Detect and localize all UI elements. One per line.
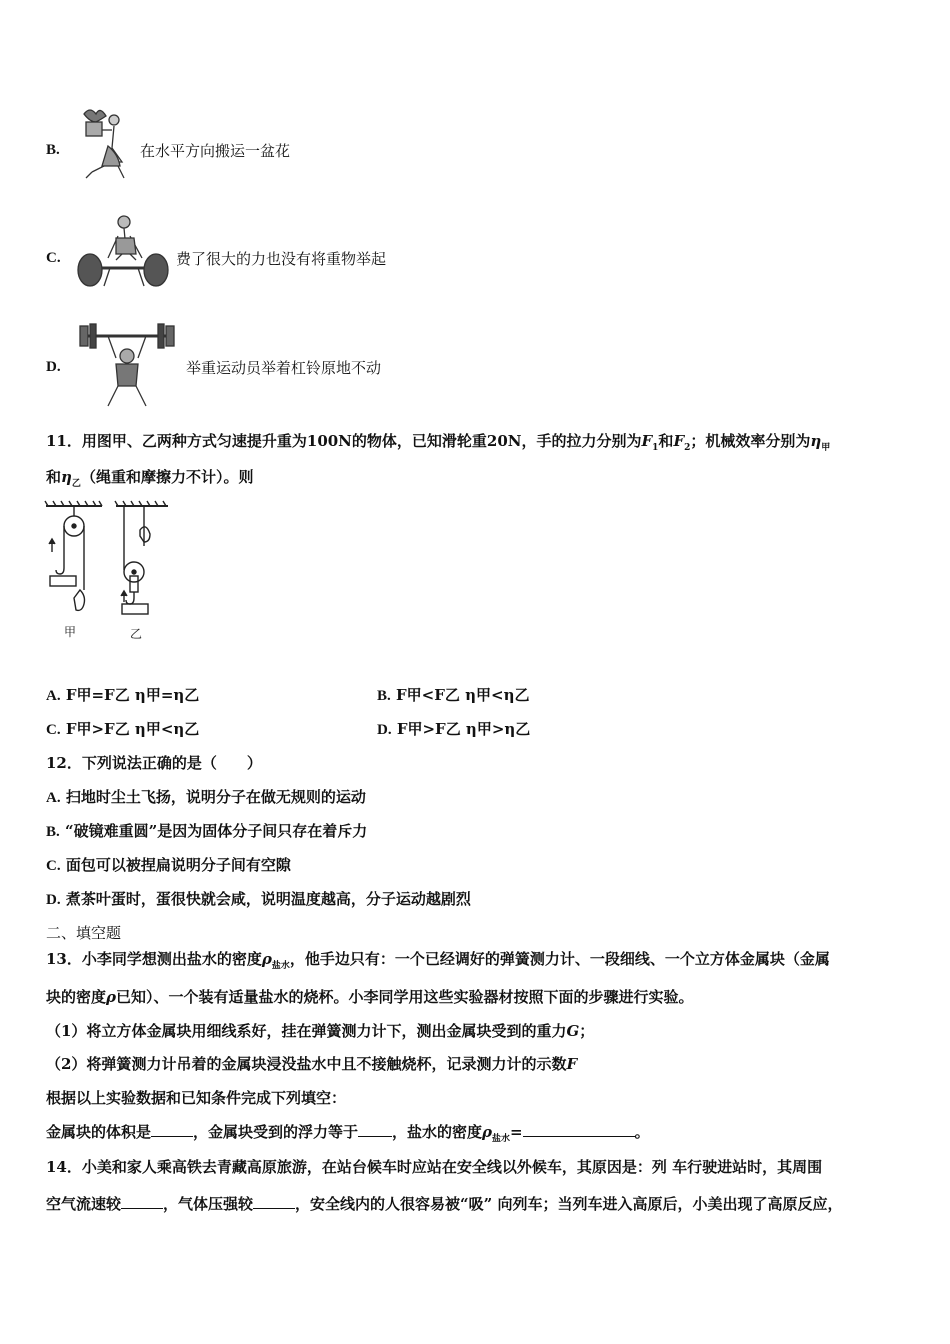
f-symbol: F (566, 1055, 578, 1073)
q13-text: （2）将弹簧测力计吊着的金属块浸没盐水中且不接触烧杯，记录测力计的示数 (46, 1055, 567, 1073)
q12-option-d (46, 888, 471, 909)
f2-symbol: F (673, 432, 685, 450)
q11-option-c (46, 718, 199, 739)
q11-line2-start: 和 (46, 468, 62, 486)
option-text: “破镜难重圆”是因为固体分子间只存在着斥力 (65, 822, 368, 840)
q13-text: 13．小李同学想测出盐水的密度 (46, 950, 262, 968)
option-b (46, 140, 60, 159)
carrying-flowerpot-illustration (74, 106, 134, 188)
figure-label-jia: 甲 (64, 625, 77, 639)
pulley-diagram (44, 500, 174, 650)
answer-blank-buoyancy[interactable] (358, 1122, 392, 1137)
option-letter: B. (46, 142, 60, 158)
figure-label-yi: 乙 (130, 627, 143, 641)
rho-symbol: ρ (106, 988, 116, 1006)
option-text: F甲<F乙 η甲<η乙 (396, 686, 530, 704)
q11-stem: 11．用图甲、乙两种方式匀速提升重为100N的物体，已知滑轮重20N，手的拉力分别为 (46, 432, 642, 450)
q14-text: 空气流速较 (46, 1195, 122, 1213)
weightlifter-holding-barbell-illustration (72, 320, 182, 412)
option-c (46, 248, 61, 267)
salt-water-subscript: 盐水 (492, 1134, 511, 1144)
q14-text: ，安全线内的人很容易被“吸” 向列车；当列车进入高原后，小美出现了高原反应， (295, 1195, 843, 1213)
g-symbol: G (566, 1022, 580, 1040)
option-letter: D. (46, 892, 61, 908)
question-13-line-2 (46, 986, 694, 1007)
q11-option-d (377, 718, 530, 739)
eta-symbol: η (810, 432, 822, 450)
option-text: F甲>F乙 η甲>η乙 (396, 720, 531, 738)
q13-text: 已知）、一个装有适量盐水的烧杯。小李同学用这些实验器材按照下面的步骤进行实验。 (116, 988, 694, 1006)
answer-blank-density[interactable] (523, 1122, 635, 1137)
q12-option-b (46, 820, 367, 841)
option-c-text: 费了很大的力也没有将重物举起 (176, 250, 387, 268)
answer-blank-pressure[interactable] (253, 1194, 295, 1209)
q13-text: 金属块的体积是 (46, 1123, 152, 1141)
f2-subscript: 2 (684, 443, 691, 453)
section-heading: 二、填空题 (46, 924, 122, 942)
q11-option-a (46, 684, 199, 705)
option-letter: B. (46, 824, 60, 840)
answer-blank-volume[interactable] (151, 1122, 193, 1137)
rho-symbol: ρ (261, 950, 272, 968)
rho-symbol: ρ (482, 1123, 493, 1141)
q13-step-1 (46, 1020, 594, 1041)
option-text: 扫地时尘土飞扬，说明分子在做无规则的运动 (65, 788, 366, 806)
option-text: 煮茶叶蛋时，蛋很快就会咸，说明温度越高，分子运动越剧烈 (65, 890, 471, 908)
option-d-text: 举重运动员举着杠铃原地不动 (186, 359, 382, 377)
salt-water-subscript: 盐水 (271, 961, 290, 971)
f1-symbol: F (641, 432, 653, 450)
q11-and: 和 (658, 432, 674, 450)
answer-blank-flow-speed[interactable] (121, 1194, 163, 1209)
eta-symbol: η (61, 468, 72, 486)
lifting-heavy-weight-illustration (74, 208, 172, 296)
option-d (46, 357, 61, 376)
option-letter: B. (377, 688, 391, 704)
option-letter: A. (46, 790, 61, 806)
question-14-line-1: 14．小美和家人乘高铁去青藏高原旅游，在站台候车时应站在安全线以外候车，其原因是：列 车行驶进站时，其周围 (46, 1158, 823, 1176)
q13-instruction: 根据以上实验数据和已知条件完成下列填空： (46, 1089, 347, 1107)
q12-option-a (46, 786, 366, 807)
question-12-stem: 12．下列说法正确的是（ ） (46, 754, 262, 772)
q11-line2-end: （绳重和摩擦力不计）。则 (80, 468, 254, 486)
option-text: F甲=F乙 η甲=η乙 (65, 686, 200, 704)
question-13-line-1 (46, 948, 830, 971)
q13-text: 块的密度 (46, 988, 107, 1006)
jia-subscript: 甲 (821, 443, 831, 453)
q14-text: ，气体压强较 (163, 1195, 254, 1213)
yi-subscript: 乙 (71, 479, 81, 489)
q13-text: = (510, 1123, 523, 1141)
option-b-text: 在水平方向搬运一盆花 (140, 142, 291, 160)
q11-efficiency-text: ；机械效率分别为 (690, 432, 811, 450)
question-11-line-1 (46, 430, 830, 453)
q13-text: ； (579, 1022, 595, 1040)
q13-step-2 (46, 1053, 577, 1074)
q13-fill-line (46, 1121, 650, 1144)
option-letter: C. (46, 250, 61, 266)
f1-subscript: 1 (652, 443, 659, 453)
q13-text: ，金属块受到的浮力等于 (193, 1123, 359, 1141)
option-letter: C. (46, 722, 61, 738)
q13-text: ，他手边只有：一个已经调好的弹簧测力计、一段细线、一个立方体金属块（金属 (289, 950, 830, 968)
option-letter: A. (46, 688, 61, 704)
question-14-line-2 (46, 1193, 843, 1214)
option-text: 面包可以被捏扁说明分子间有空隙 (65, 856, 291, 874)
q13-text: ，盐水的密度 (392, 1123, 483, 1141)
q11-option-b (377, 684, 529, 705)
question-11-line-2 (46, 466, 253, 489)
q12-option-c (46, 854, 291, 875)
option-letter: D. (377, 722, 392, 738)
q13-text: 。 (634, 1123, 650, 1141)
option-text: F甲>F乙 η甲<η乙 (65, 720, 200, 738)
option-letter: D. (46, 359, 61, 375)
option-letter: C. (46, 858, 61, 874)
q13-text: （1）将立方体金属块用细线系好，挂在弹簧测力计下，测出金属块受到的重力 (46, 1022, 567, 1040)
